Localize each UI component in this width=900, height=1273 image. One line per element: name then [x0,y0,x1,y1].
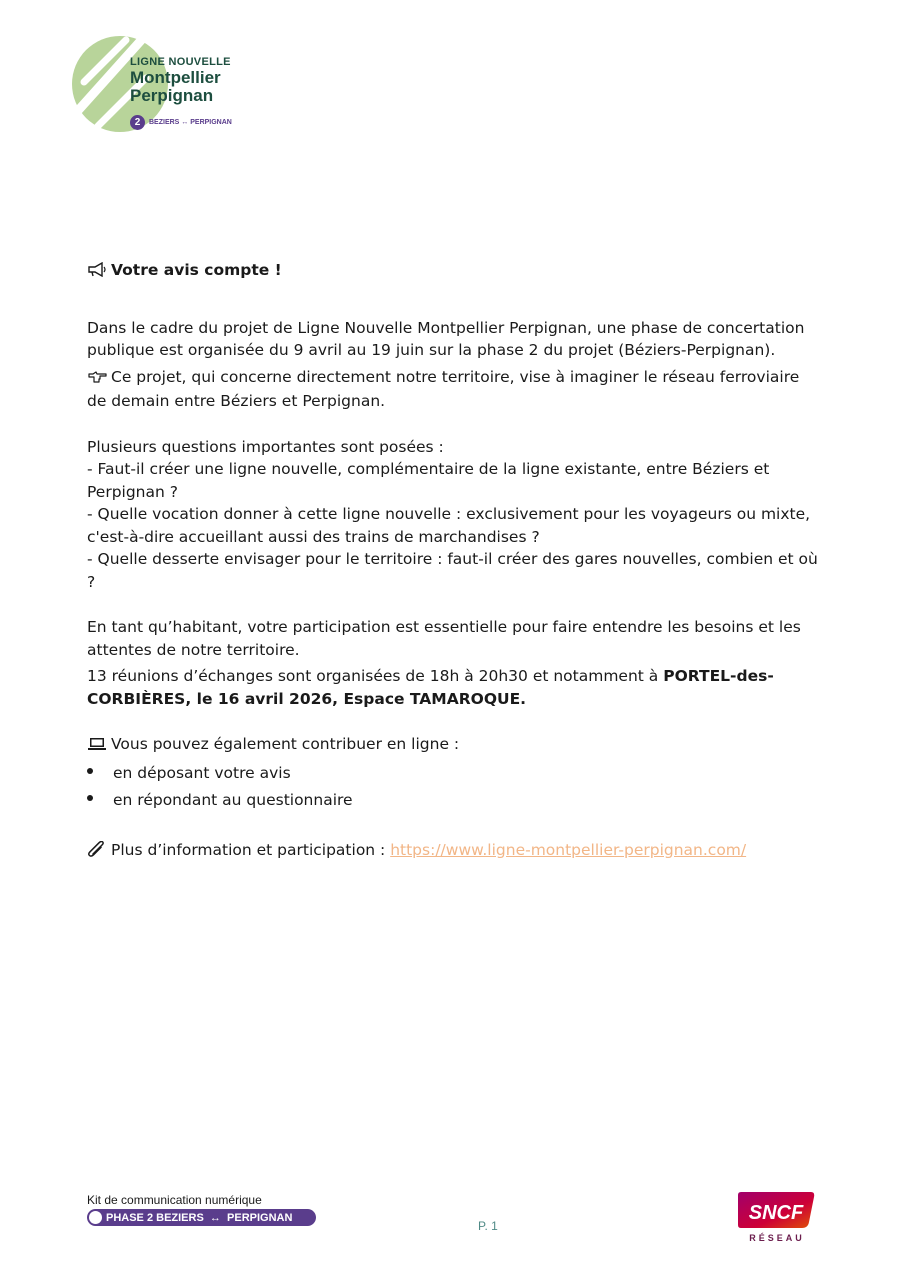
website-link[interactable]: https://www.ligne-montpellier-perpignan.com/ [390,840,747,859]
pointing-hand-icon [87,368,107,391]
phase-pill-label: PHASE 2 BEZIERS ↔ PERPIGNAN [106,1211,293,1224]
heading-text: Votre avis compte ! [111,261,282,279]
laptop-icon [87,735,107,758]
sncf-reseau-logo [737,1190,817,1248]
footer-kit [87,1193,316,1226]
intro-paragraph: Dans le cadre du projet de Ligne Nouvelle Montpellier Perpignan, une phase de concertation publique est organisée du 9 avril au 19 juin sur la phase 2 du projet (Béziers-Perpignan). [87,318,805,359]
megaphone-icon [87,261,107,284]
contribution-list [87,762,822,816]
bullet-icon [87,762,113,785]
circle-icon [89,1211,102,1224]
phase-pill [87,1209,316,1226]
list-item [87,762,822,789]
logo-line-1: LIGNE NOUVELLE [130,56,231,68]
bullet-icon [87,789,113,812]
logo-badge [130,115,232,130]
list-item [87,789,822,816]
question-1: - Faut-il créer une ligne nouvelle, complémentaire de la ligne existante, entre Béziers et Perpignan ? [87,460,770,501]
question-3: - Quelle desserte envisager pour le territoire : faut-il créer des gares nouvelles, combien et où ? [87,550,818,591]
phase-number-badge: 2 [130,115,145,130]
sncf-sub-label: RÉSEAU [749,1233,805,1243]
main-content [87,259,822,863]
more-info-line [87,839,822,864]
participation-paragraph: En tant qu’habitant, votre participation est essentielle pour faire entendre les besoins et les attentes de notre territoire. [87,618,801,659]
project-logo [58,22,248,132]
question-2: - Quelle vocation donner à cette ligne nouvelle : exclusivement pour les voyageurs ou mixte, c'est-à-dire accueillant aussi des trains de marchandises ? [87,505,811,546]
heading [87,259,822,284]
project-paragraph [87,366,822,413]
online-intro [87,733,822,758]
list-item-text: en répondant au questionnaire [113,790,353,809]
kit-label: Kit de communication numérique [87,1193,262,1207]
meetings-text: 13 réunions d’échanges sont organisées de 18h à 20h30 et notamment à [87,667,664,685]
sncf-logo-graphic [737,1190,817,1232]
online-intro-text: Vous pouvez également contribuer en ligne : [111,735,460,753]
list-item-text: en déposant votre avis [113,763,291,782]
logo-route: BEZIERS ↔ PERPIGNAN [149,119,232,126]
more-info-text: Plus d’information et participation : [111,840,391,859]
sncf-brand-text: SNCF [748,1202,804,1224]
meetings-paragraph [87,665,822,710]
paperclip-icon [87,841,107,864]
project-text: Ce projet, qui concerne directement notre territoire, vise à imaginer le réseau ferroviaire de demain entre Béziers et Perpignan. [87,367,800,410]
questions-intro: Plusieurs questions importantes sont posées : [87,437,444,456]
logo-line-2: Montpellier [130,68,221,87]
logo-line-3: Perpignan [130,86,214,105]
page-number: P. 1 [478,1219,498,1233]
meetings-location: PORTEL-des-CORBIÈRES, le 16 avril 2026, Espace TAMAROQUE. [87,667,774,708]
